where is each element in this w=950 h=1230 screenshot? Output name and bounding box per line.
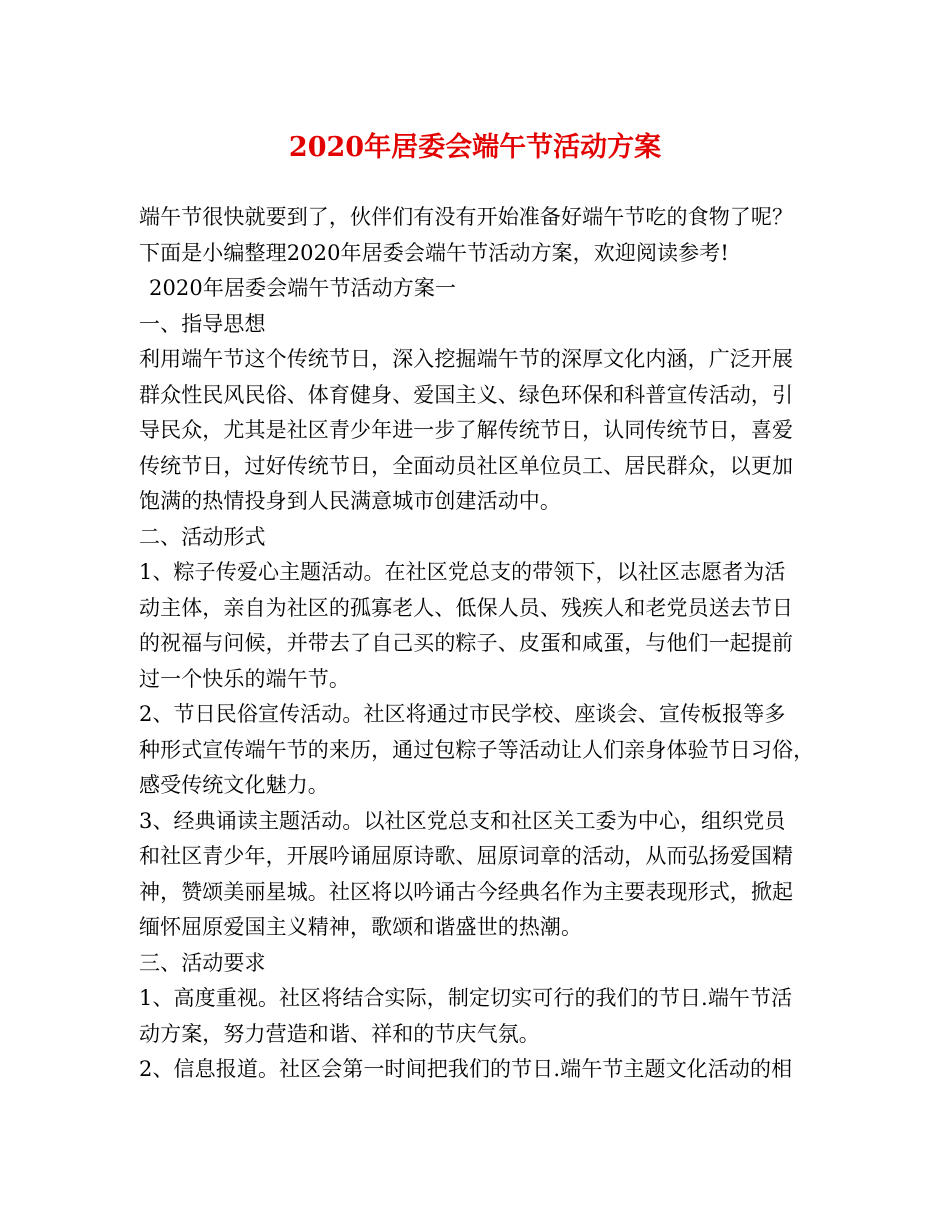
paragraph-line: 种形式宣传端午节的来历，通过包粽子等活动让人们亲身体验节日习俗， (139, 737, 815, 762)
paragraph-line: 端午节很快就要到了，伙伴们有没有开始准备好端午节吃的食物了呢？ (139, 205, 794, 229)
paragraph-line: 传统节日，过好传统节日，全面动员社区单位员工、居民群众，以更加 (139, 453, 794, 478)
paragraph-line: 过一个快乐的端午节。 (139, 666, 350, 691)
paragraph-line: 缅怀屈原爱国主义精神，歌颂和谐盛世的热潮。 (139, 915, 583, 939)
paragraph-line: 神，赞颂美丽星城。社区将以吟诵古今经典名作为主要表现形式，掀起 (139, 879, 794, 904)
paragraph-line: 动主体，亲自为社区的孤寡老人、低保人员、残疾人和老党员送去节日 (139, 595, 794, 620)
paragraph-line: 感受传统文化魅力。 (139, 773, 329, 797)
section-heading: 二、活动形式 (139, 524, 266, 549)
paragraph-line: 和社区青少年，开展吟诵屈原诗歌、屈原词章的活动，从而弘扬爱国精 (139, 844, 794, 868)
paragraph-line: 1、高度重视。社区将结合实际，制定切实可行的我们的节日.端午节活 (139, 986, 793, 1010)
section-heading: 2020年居委会端午节活动方案一 (149, 276, 457, 300)
paragraph-line: 动方案，努力营造和谐、祥和的节庆气氛。 (139, 1021, 540, 1046)
paragraph-line: 利用端午节这个传统节日，深入挖掘端午节的深厚文化内涵，广泛开展 (139, 347, 794, 371)
section-heading: 三、活动要求 (139, 950, 266, 975)
paragraph-line: 1、粽子传爱心主题活动。在社区党总支的带领下，以社区志愿者为活 (139, 560, 786, 584)
paragraph-line: 导民众，尤其是社区青少年进一步了解传统节日，认同传统节日，喜爱 (139, 418, 794, 442)
document-body (139, 200, 819, 1088)
paragraph-line: 下面是小编整理2020年居委会端午节活动方案，欢迎阅读参考! (139, 240, 729, 265)
paragraph-line: 群众性民风民俗、体育健身、爱国主义、绿色环保和科普宣传活动，引 (139, 382, 794, 407)
paragraph-line: 2、节日民俗宣传活动。社区将通过市民学校、座谈会、宣传板报等多 (139, 702, 786, 726)
section-heading: 一、指导思想 (139, 311, 266, 336)
document-title: 2020年居委会端午节活动方案 (288, 132, 662, 163)
paragraph-line: 3、经典诵读主题活动。以社区党总支和社区关工委为中心，组织党员 (139, 808, 786, 833)
paragraph-line: 的祝福与问候，并带去了自己买的粽子、皮蛋和咸蛋，与他们一起提前 (139, 631, 794, 655)
paragraph-line: 2、信息报道。社区会第一时间把我们的节日.端午节主题文化活动的相 (139, 1057, 793, 1081)
paragraph-line: 饱满的热情投身到人民满意城市创建活动中。 (139, 489, 561, 513)
